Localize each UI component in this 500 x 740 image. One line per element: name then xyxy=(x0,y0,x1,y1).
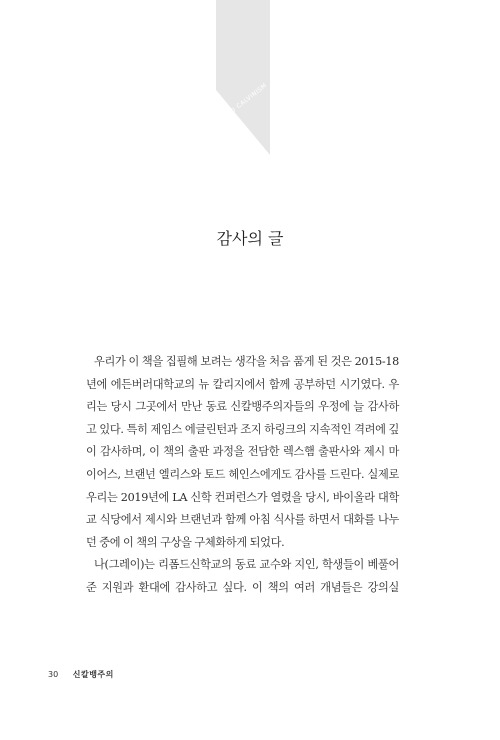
ribbon-decoration xyxy=(216,0,270,155)
paragraph-2: 나(그레이)는 리폼드신학교의 동료 교수와 지인, 학생들이 베풀어 준 지원과 환대에 감사하고 싶다. 이 책의 여러 개념들은 강의실 xyxy=(86,558,399,594)
ribbon-label: NEO CALVINISM xyxy=(222,82,269,121)
body-text xyxy=(86,351,399,600)
paragraph-1: 우리가 이 책을 집필해 보려는 생각을 처음 품게 된 것은 2015-18년에 에든버러대학교의 뉴 칼리지에서 함께 공부하던 시기였다. 우리는 당시 그곳에서 만난 동료 신칼뱅주의자들의 우정에 늘 감사하고 있다. 특히 제임스 에글린턴과 조지 하링크의 지속적인 격려에 깊이 감사하며, 이 책의 출판 과정을 전담한 렉스햄 출판사와 제시 마이어스, 브랜넌 엘리스와 토드 헤인스에게도 감사를 드린다. 실제로 우리는 2019년에 LA 신학 컨퍼런스가 열렸을 당시, 바이올라 대학교 식당에서 제시와 브랜넌과 함께 아침 식사를 하면서 대화를 나누던 중에 이 책의 구상을 구체화하게 되었다. xyxy=(86,355,399,549)
page-number: 30 xyxy=(48,670,59,679)
running-title: 신칼뱅주의 xyxy=(72,670,114,679)
page-footer xyxy=(48,669,114,680)
chapter-title: 감사의 글 xyxy=(216,229,284,248)
